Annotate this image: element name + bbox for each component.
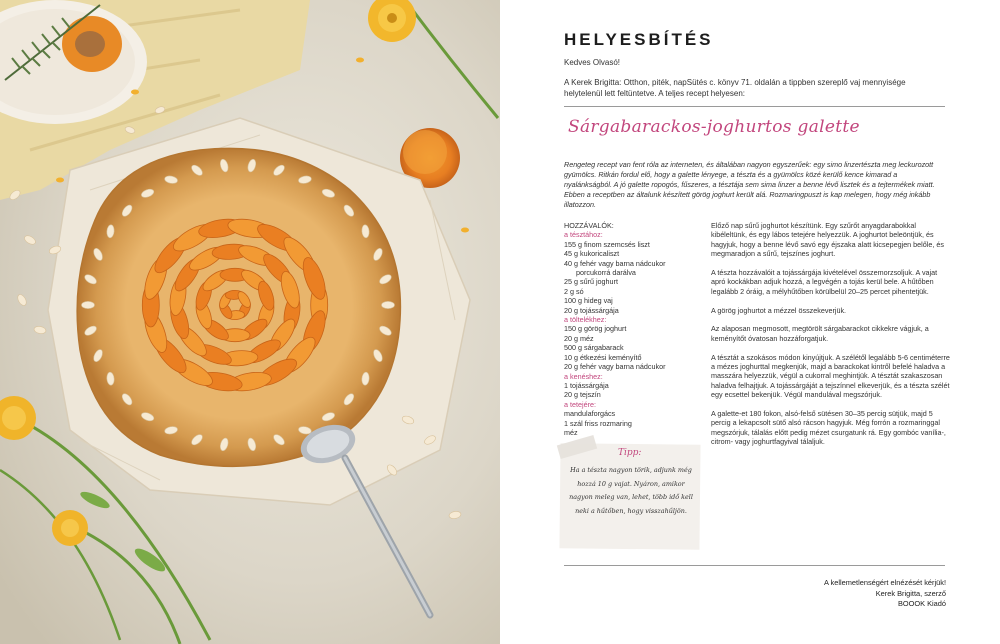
ingredient-item: 20 g méz — [564, 333, 594, 343]
ingredient-item: porcukorrá darálva — [576, 268, 636, 278]
ingredient-item: méz — [564, 427, 578, 437]
ingredient-item: 25 g sűrű joghurt — [564, 277, 618, 287]
almond-flake — [382, 301, 395, 308]
ingredient-item: 20 g tojássárgája — [564, 305, 619, 315]
recipe-title: Sárgabarackos-joghurtos galette — [568, 117, 860, 137]
ingredient-item: 2 g só — [564, 286, 584, 296]
page-heading: HELYESBÍTÉS — [564, 30, 714, 49]
ingredient-section: a töltelékhez: — [564, 315, 607, 325]
ingredients-heading: HOZZÁVALÓK: — [564, 221, 614, 230]
ingredient-item: 40 g fehér vagy barna nádcukor — [564, 258, 666, 268]
ingredient-section: a tésztához: — [564, 230, 603, 240]
recipe-lead: Rengeteg recept van fent róla az interneten, és általában nagyon egyszerűek: egy simo linzertészta meg leckurozott gyümölcs. Ritkán fordul elő, hogy a galette lényege, a tészta és a gyümölcs közé kerülő kence kimarad a nyalánkságból. A jó galette ropogós, fűszeres, a tésztája sem sima linzer a benne lévő lisztek és a tejtermékek miatt. Ebben a receptben az általunk készített görög joghurt került alá. Rozmaringpuszt is kap melegen, hogy még inkább illatozzon. — [564, 160, 935, 209]
method-step: A galette-et 180 fokon, alsó-felső sütésen 30–35 percig sütjük, majd 5 percig a lekapcsolt sütő alsó rácson hagyjuk. Még forrón a rozmaringgal megszórjuk, tálalás előtt pedig mézet csurgatunk rá. Egy gombóc vanília-, citrom- vagy joghurtfagyival tálaljuk. — [711, 409, 946, 447]
method-step: Előző nap sűrű joghurtot készítünk. Egy szűrőt anyagdarabokkal kibéleltünk, és egy lábos tetejére helyezzük. A joghurtot beleöntjük, és hagyjuk, hogy a benne lévő savó egy éjszaka alatt kicsepegjen belőle, és megmaradjon a sűrű, tejszínes joghurt. — [711, 221, 944, 259]
ingredient-section: a tetejére: — [564, 399, 596, 409]
tip-label: Tipp: — [618, 448, 642, 458]
author-line: Kerek Brigitta, szerző — [875, 588, 946, 598]
method-step: Az alaposan megmosott, megtörölt sárgabarackot cikkekre vágjuk, a keményítőt óvatosan hozzáforgatjuk. — [711, 324, 929, 343]
signoff — [800, 578, 946, 610]
tip-text: Ha a tészta nagyon törik, adjunk még hozzá 10 g vajat. Nyáron, amikor nagyon meleg van, lehet, több idő kell neki a hűtőben, hogy visszahűljön. — [569, 466, 693, 515]
ingredient-item: 45 g kukoricaliszt — [564, 249, 620, 259]
publisher-line: BOOOK Kiadó — [897, 599, 946, 609]
almond-flake — [82, 301, 95, 308]
divider-bottom — [564, 565, 945, 566]
ingredient-item: 20 g tejszín — [564, 390, 601, 400]
ingredient-item: 10 g étkezési keményítő — [564, 352, 642, 362]
method-step: A tésztát a szokásos módon kinyújtjuk. A szélétől legalább 5-6 centiméterre a mézes joghurttal megkenjük, majd a barackokat kintről befelé haladva a masszára helyezzük, végül a cukorral meghintjük. A tésztát szakaszosan haladva felhajtjuk. A tojássárgáját a tejszínnel elkeverjük, és a tészta szélét egy ecsettel bekenjük. Végül mandulával megszórjuk. — [711, 352, 950, 400]
ingredient-item: 1 tojássárgája — [564, 380, 609, 390]
correction-page — [500, 0, 1000, 644]
divider-top — [564, 106, 945, 107]
tip-note — [560, 444, 700, 549]
method-step: A görög joghurtot a mézzel összekeverjük. — [711, 305, 847, 315]
ingredient-list — [564, 221, 694, 437]
apology-line: A kellemetlenségért elnézését kérjük! — [823, 578, 946, 587]
method-step: A tészta hozzávalóit a tojássárgája kivételével összemorzsoljuk. A vajat apró kockákban adjuk hozzá, a legvégén a tojás kerül bele. A hűtőben legalább 2 óráig, a mélyhűtőben körülbelül 20–25 percet pihentetjük. — [711, 268, 938, 296]
method-steps — [711, 221, 951, 456]
ingredient-item: 100 g hideg vaj — [564, 296, 613, 306]
ingredient-item: 155 g finom szemcsés liszt — [564, 239, 650, 249]
greeting: Kedves Olvasó! — [564, 58, 621, 67]
ingredient-item: 500 g sárgabarack — [564, 343, 624, 353]
ingredient-item: 150 g görög joghurt — [564, 324, 627, 334]
intro-paragraph: A Kerek Brigitta: Otthon, piték, napSütés c. könyv 71. oldalán a tippben szereplő vaj mennyisége helytelenül lett feltüntetve. A teljes recept helyesen: — [564, 78, 906, 98]
ingredient-item: 1 szál friss rozmaring — [564, 418, 632, 428]
ingredient-section: a kenéshez: — [564, 371, 603, 381]
ingredient-item: 20 g fehér vagy barna nádcukor — [564, 362, 666, 372]
ingredient-item: mandulaforgács — [564, 409, 616, 419]
